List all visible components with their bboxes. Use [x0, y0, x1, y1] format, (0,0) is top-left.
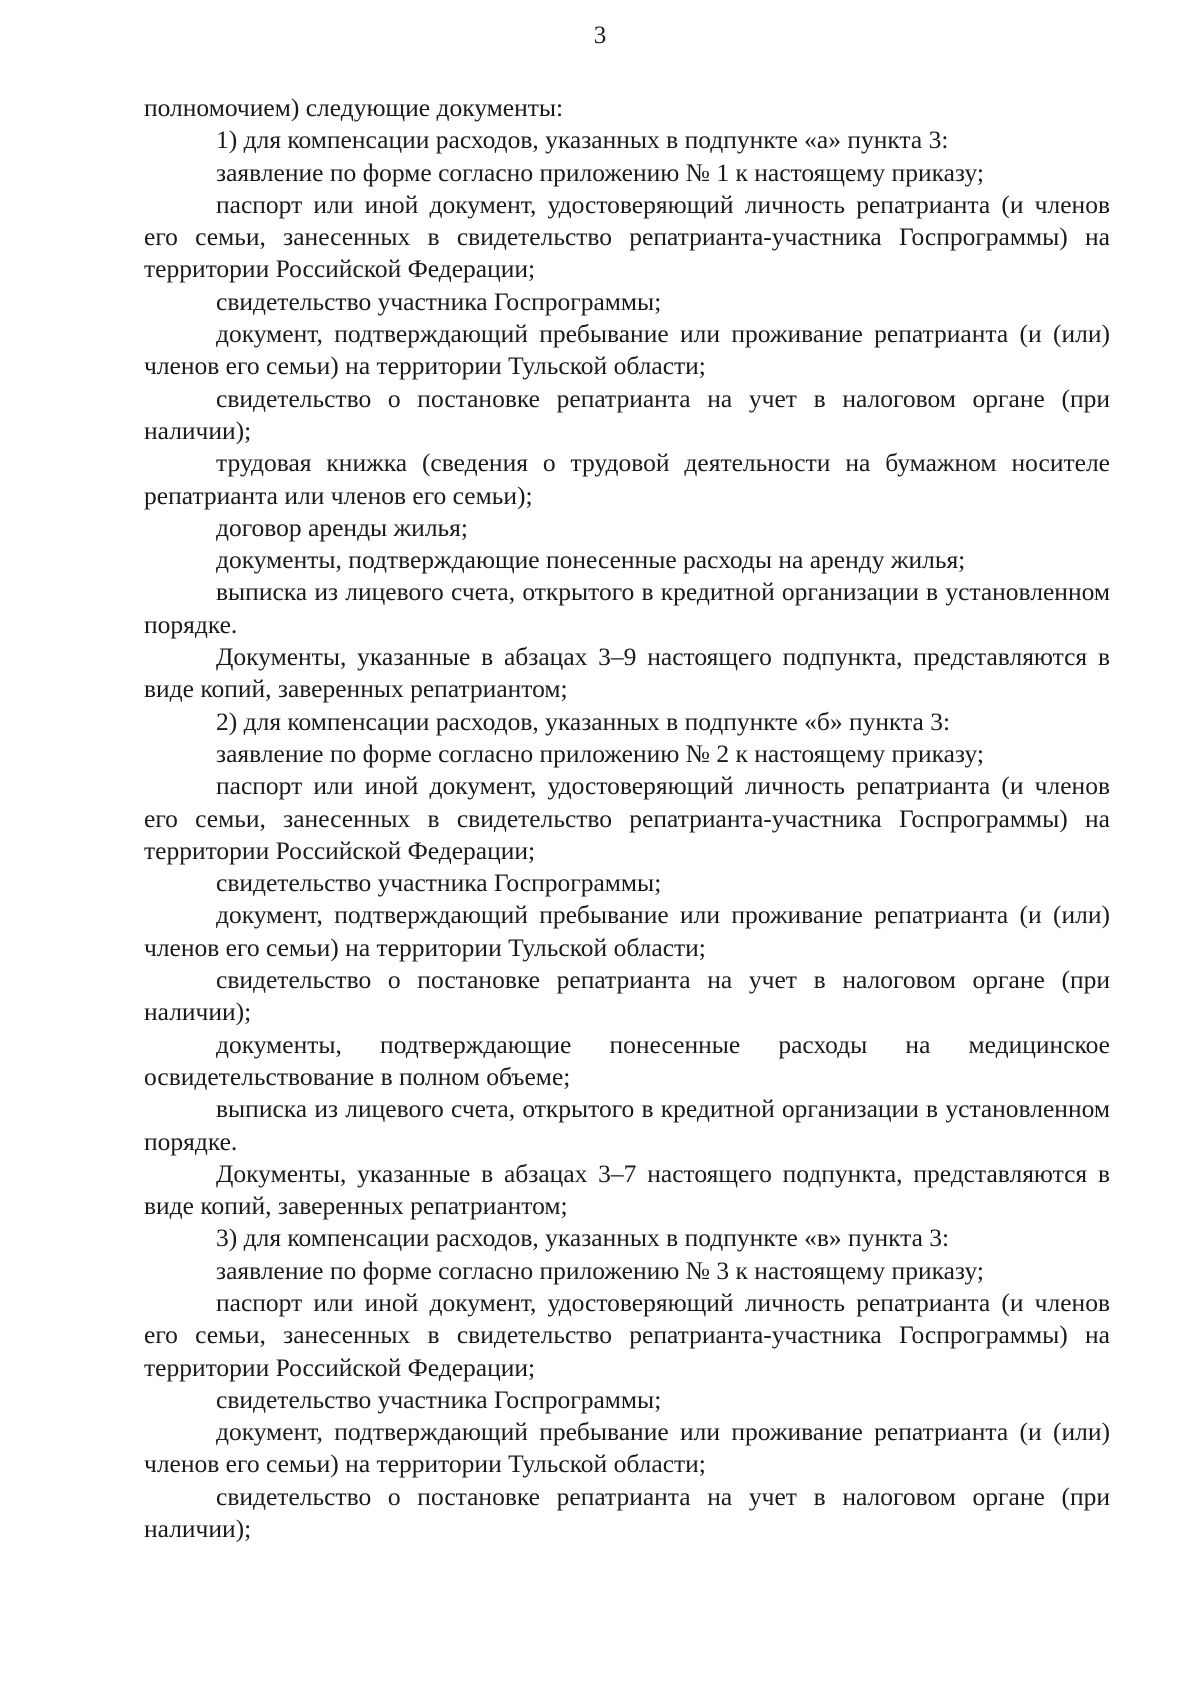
document-paragraph: 1) для компенсации расходов, указанных в подпункте «а» пункта 3: [216, 125, 949, 155]
document-paragraph: свидетельство о постановке репатрианта на учет в налоговом органе (при наличии); [144, 965, 1110, 1027]
document-body [144, 92, 1110, 1545]
document-paragraph: полномочием) следующие документы: [144, 93, 564, 122]
document-paragraph: свидетельство участника Госпрограммы; [216, 1384, 662, 1414]
document-paragraph: 3) для компенсации расходов, указанных в подпункте «в» пункта 3: [216, 1223, 950, 1253]
document-paragraph: заявление по форме согласно приложению № 2 к настоящему приказу; [216, 738, 984, 768]
document-paragraph: документ, подтверждающий пребывание или проживание репатрианта (и (или) членов его семьи) на территории Тульской области; [144, 319, 1110, 381]
document-paragraph: выписка из лицевого счета, открытого в кредитной организации в установленном порядке. [144, 577, 1110, 639]
document-paragraph: документ, подтверждающий пребывание или проживание репатрианта (и (или) членов его семьи) на территории Тульской области; [144, 1417, 1110, 1479]
document-paragraph: Документы, указанные в абзацах 3–7 настоящего подпункта, представляются в виде копий, заверенных репатриантом; [144, 1158, 1110, 1221]
document-paragraph: Документы, указанные в абзацах 3–9 настоящего подпункта, представляются в виде копий, заверенных репатриантом; [144, 642, 1110, 704]
document-paragraph: свидетельство участника Госпрограммы; [216, 868, 662, 898]
document-paragraph: документы, подтверждающие понесенные расходы на медицинское освидетельствование в полном объеме; [144, 1029, 1110, 1091]
document-paragraph: свидетельство участника Госпрограммы; [216, 286, 662, 316]
document-paragraph: трудовая книжка (сведения о трудовой деятельности на бумажном носителе репатрианта или членов его семьи); [144, 448, 1110, 510]
document-paragraph: документы, подтверждающие понесенные расходы на аренду жилья; [216, 545, 966, 575]
document-paragraph: заявление по форме согласно приложению № 1 к настоящему приказу; [216, 157, 984, 187]
document-paragraph: заявление по форме согласно приложению № 3 к настоящему приказу; [216, 1255, 984, 1285]
document-paragraph: паспорт или иной документ, удостоверяющий личность репатрианта (и членов его семьи, занесенных в свидетельство репатрианта-участника Госпрограммы) на территории Российской Федерации; [144, 771, 1110, 865]
document-paragraph: выписка из лицевого счета, открытого в кредитной организации в установленном порядке. [144, 1094, 1110, 1156]
document-paragraph: договор аренды жилья; [216, 512, 468, 542]
document-paragraph: 2) для компенсации расходов, указанных в подпункте «б» пункта 3: [216, 706, 951, 736]
document-paragraph: свидетельство о постановке репатрианта на учет в налоговом органе (при наличии); [144, 1481, 1110, 1544]
document-paragraph: свидетельство о постановке репатрианта на учет в налоговом органе (при наличии); [144, 383, 1110, 445]
document-paragraph: паспорт или иной документ, удостоверяющий личность репатрианта (и членов его семьи, занесенных в свидетельство репатрианта-участника Госпрограммы) на территории Российской Федерации; [144, 189, 1110, 284]
page-number: 3 [593, 22, 607, 49]
document-paragraph: паспорт или иной документ, удостоверяющий личность репатрианта (и членов его семьи, занесенных в свидетельство репатрианта-участника Госпрограммы) на территории Российской Федерации; [144, 1287, 1110, 1382]
document-paragraph: документ, подтверждающий пребывание или проживание репатрианта (и (или) членов его семьи) на территории Тульской области; [144, 900, 1110, 962]
